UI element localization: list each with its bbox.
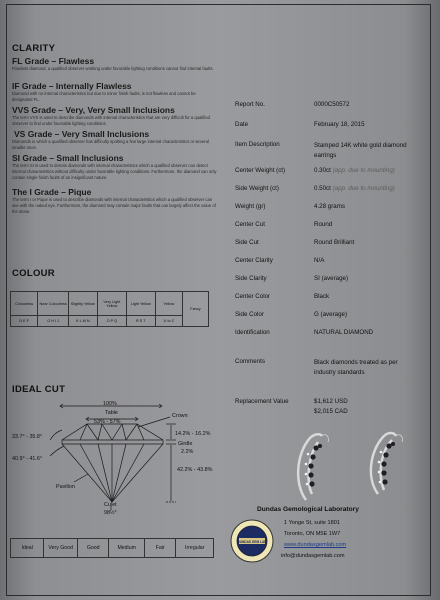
side-weight-value: 0.50ct bbox=[314, 185, 331, 192]
clarity-grade-fl-title: FL Grade – Flawless bbox=[12, 56, 95, 66]
cut-crown-pct: 14.2% - 16.2% bbox=[175, 431, 211, 437]
cut-pavilion-label: Pavilion bbox=[56, 484, 75, 490]
cut-grade-very-good: Very Good bbox=[44, 539, 77, 558]
clarity-grade-if-title: IF Grade – Internally Flawless bbox=[12, 81, 132, 91]
center-color-label: Center Color bbox=[235, 293, 271, 300]
colour-letters-klmn: K L M N bbox=[68, 316, 97, 327]
colour-col-yellow: Yellow bbox=[155, 292, 182, 316]
colour-col-very-light-yellow: Very Light Yellow bbox=[97, 292, 126, 316]
colour-scale-table bbox=[10, 291, 209, 327]
colour-col-near-colourless: Near Colourless bbox=[38, 292, 68, 316]
side-weight-row bbox=[314, 185, 395, 192]
report-number-value: 0000C50572 bbox=[314, 101, 350, 108]
clarity-grade-vs-title: VS Grade – Very Small Inclusions bbox=[14, 129, 150, 139]
cut-grade-medium: Medium bbox=[109, 539, 145, 558]
identification-value: NATURAL DIAMOND bbox=[314, 329, 374, 336]
center-cut-value: Round bbox=[314, 221, 333, 228]
replacement-value-label: Replacement Value bbox=[235, 398, 289, 405]
colour-letters-rst: R S T bbox=[126, 316, 155, 327]
center-weight-row bbox=[314, 167, 395, 174]
clarity-heading: CLARITY bbox=[12, 43, 56, 54]
cut-culet-label: Culet bbox=[104, 502, 117, 508]
diamond-cut-diagram bbox=[10, 396, 222, 520]
clarity-grade-vvs-title: VVS Grade – Very, Very Small Inclusions bbox=[12, 105, 175, 115]
clarity-grade-vvs-desc: The term VVS is used to describe diamonds with internal characteristics that are very difficult for a qualified observer to find under favorable lighting conditions. bbox=[12, 115, 210, 126]
side-cut-label: Side Cut bbox=[235, 239, 259, 246]
center-clarity-value: N/A bbox=[314, 257, 325, 264]
cut-culet-value: 98½° bbox=[104, 510, 117, 516]
ideal-cut-heading: IDEAL CUT bbox=[12, 384, 66, 395]
replacement-value-usd: $1,612 USD bbox=[314, 398, 348, 405]
report-number-label: Report No. bbox=[235, 101, 265, 108]
side-color-value: G (average) bbox=[314, 311, 348, 318]
colour-letters-opq: O P Q bbox=[97, 316, 126, 327]
lab-website-link[interactable]: www.dundasgemlab.com bbox=[284, 542, 347, 548]
cut-grade-table bbox=[10, 538, 214, 558]
side-color-label: Side Color bbox=[235, 311, 264, 318]
center-clarity-label: Center Clarity bbox=[235, 257, 273, 264]
colour-col-slightly-yellow: Slightly Yellow bbox=[68, 292, 97, 316]
item-description-label: Item Description bbox=[235, 141, 280, 148]
clarity-grade-si-desc: The term SI is used to denote diamonds with internal characteristics which a qualified observer can detect internal characteristics without difficulty under favorable lighting conditions. Furthermore, the diamond can only contain single finish faults of an insignificant nature. bbox=[12, 163, 217, 180]
cut-girdle-pct: 2.2% bbox=[181, 449, 194, 455]
cut-pavilion-angle: 40.9° - 41.6° bbox=[12, 456, 43, 462]
comments-value: Black diamonds treated as per industry standards bbox=[314, 359, 398, 376]
side-clarity-label: Side Clarity bbox=[235, 275, 267, 282]
colour-letters-ghij: G H I J bbox=[38, 316, 68, 327]
weight-grams-label: Weight (gr) bbox=[235, 203, 266, 210]
center-color-value: Black bbox=[314, 293, 330, 300]
earrings-photo bbox=[286, 424, 420, 508]
cut-table-label: Table bbox=[105, 410, 118, 416]
center-cut-label: Center Cut bbox=[235, 221, 265, 228]
lab-address-line2: Toronto, ON M5E 1W7 bbox=[284, 531, 341, 537]
lab-address-line1: 1 Yonge St, suite 1801 bbox=[284, 520, 340, 526]
cut-grade-ideal: Ideal bbox=[11, 539, 44, 558]
cut-grade-fair: Fair bbox=[144, 539, 175, 558]
lab-name: Dundas Gemological Laboratory bbox=[257, 506, 359, 513]
identification-label: Identification bbox=[235, 329, 270, 336]
weight-grams-value: 4.28 grams bbox=[314, 203, 345, 210]
clarity-grade-i-title: The I Grade – Pique bbox=[12, 187, 92, 197]
replacement-value-cad: $2,015 CAD bbox=[314, 408, 348, 415]
clarity-grade-vs-desc: Diamonds in which a qualified observer has difficulty spotting a few large internal characteristics or several smaller ones. bbox=[12, 139, 209, 150]
side-cut-value: Round Brilliant bbox=[314, 239, 355, 246]
cut-width-label: 100% bbox=[103, 401, 117, 407]
cut-crown-angle: 33.7° - 35.8° bbox=[12, 434, 43, 440]
colour-letters-def: D E F bbox=[11, 316, 38, 327]
colour-letters-u-to-z: U to Z bbox=[155, 316, 182, 327]
side-clarity-value: SI (average) bbox=[314, 275, 349, 282]
lab-seal-logo bbox=[229, 518, 275, 564]
colour-heading: COLOUR bbox=[12, 268, 55, 279]
cut-grade-good: Good bbox=[77, 539, 109, 558]
center-weight-note: (app. due to mounting) bbox=[332, 167, 395, 174]
center-weight-label: Center Weight (ct) bbox=[235, 167, 286, 174]
center-weight-value: 0.30ct bbox=[314, 167, 331, 174]
cut-pavilion-pct: 42.2% - 43.8% bbox=[177, 467, 213, 473]
lab-email[interactable]: info@dundasgemlab.com bbox=[281, 553, 345, 559]
colour-col-fancy: Fancy bbox=[182, 292, 208, 327]
side-weight-label: Side Weight (ct) bbox=[235, 185, 279, 192]
date-label: Date bbox=[235, 121, 249, 128]
side-weight-note: (app. due to mounting) bbox=[332, 185, 395, 192]
comments-label: Comments bbox=[235, 358, 265, 365]
colour-col-colourless: Colourless bbox=[11, 292, 38, 316]
item-description-value: Stamped 14K white gold diamond earrings bbox=[314, 142, 407, 159]
clarity-grade-i-desc: The term I or Pique is used to describe diamonds with internal characteristics which a qualified observer can see with the naked eye. Furthermore, the diamond may contain major faults that can largely affect the value of the stone. bbox=[12, 197, 216, 214]
seal-text: DUNDAS GEM LAB bbox=[237, 539, 267, 544]
clarity-grade-if-desc: Diamond with no internal characteristics but due to minor finish faults, is not flawless and cannot be designated FL. bbox=[12, 91, 196, 102]
date-value: February 18, 2015 bbox=[314, 121, 365, 128]
cut-crown-label: Crown bbox=[172, 413, 188, 419]
cut-girdle-label: Girdle bbox=[178, 441, 193, 447]
cut-grade-irregular: Irregular bbox=[176, 539, 214, 558]
cut-table-pct: 53% - 57% bbox=[94, 419, 121, 425]
clarity-grade-si-title: SI Grade – Small Inclusions bbox=[12, 153, 124, 163]
clarity-grade-fl-desc: Flawless diamond, a qualified observer working under favorable lighting conditions cannot find internal faults. bbox=[12, 66, 214, 71]
colour-col-light-yellow: Light Yellow bbox=[126, 292, 155, 316]
